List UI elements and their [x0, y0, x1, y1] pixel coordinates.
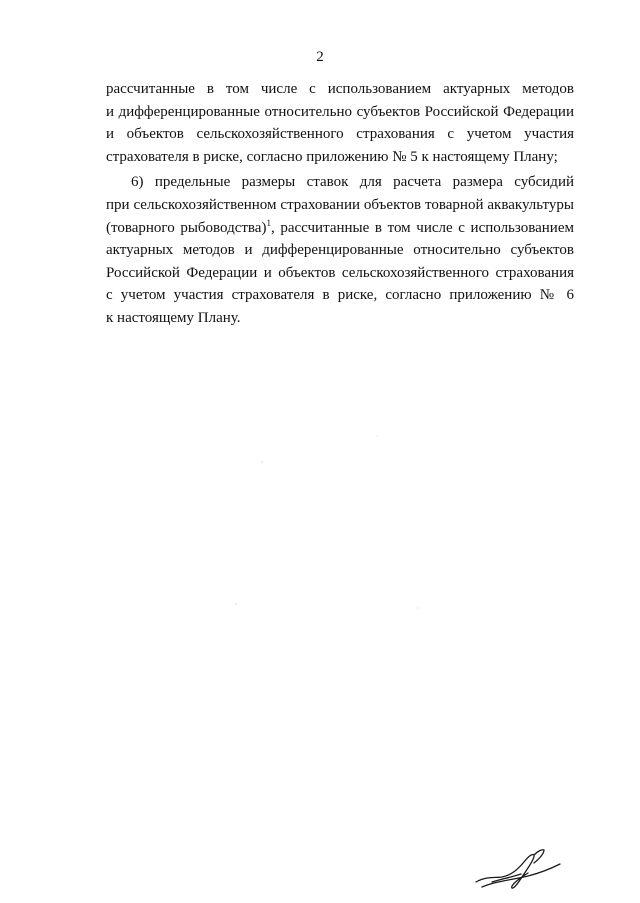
text-line: к настоящему Плану. — [106, 309, 241, 326]
handwritten-signature — [472, 846, 564, 892]
paragraph-6 — [106, 171, 574, 329]
text-line: и объектов сельскохозяйственного страхования с учетом участия — [106, 126, 574, 143]
text-fragment: , рассчитанные в том числе с использованием — [270, 219, 574, 236]
text-line: актуарных методов и дифференцированные относительно субъектов — [106, 242, 574, 259]
document-body — [106, 78, 574, 330]
text-line: 6) предельные размеры ставок для расчета размера субсидий — [131, 174, 574, 191]
text-line: с учетом участия страхователя в риске, согласно приложению № 6 — [106, 287, 574, 304]
text-line: и дифференцированные относительно субъектов Российской Федерации — [106, 103, 574, 120]
text-line: страхователя в риске, согласно приложению № 5 к настоящему Плану; — [106, 148, 558, 165]
text-fragment: (товарного рыбоводства) — [106, 219, 267, 236]
paragraph-5-continuation — [106, 78, 574, 168]
text-line-with-footnote — [106, 217, 574, 240]
text-line: при сельскохозяйственном страховании объектов товарной аквакультуры — [106, 196, 574, 213]
text-line: Российской Федерации и объектов сельскохозяйственного страхования — [106, 264, 574, 281]
page-number: 2 — [316, 49, 324, 65]
text-line: рассчитанные в том числе с использованием актуарных методов — [106, 81, 574, 97]
footnote-marker: 1 — [266, 217, 271, 228]
